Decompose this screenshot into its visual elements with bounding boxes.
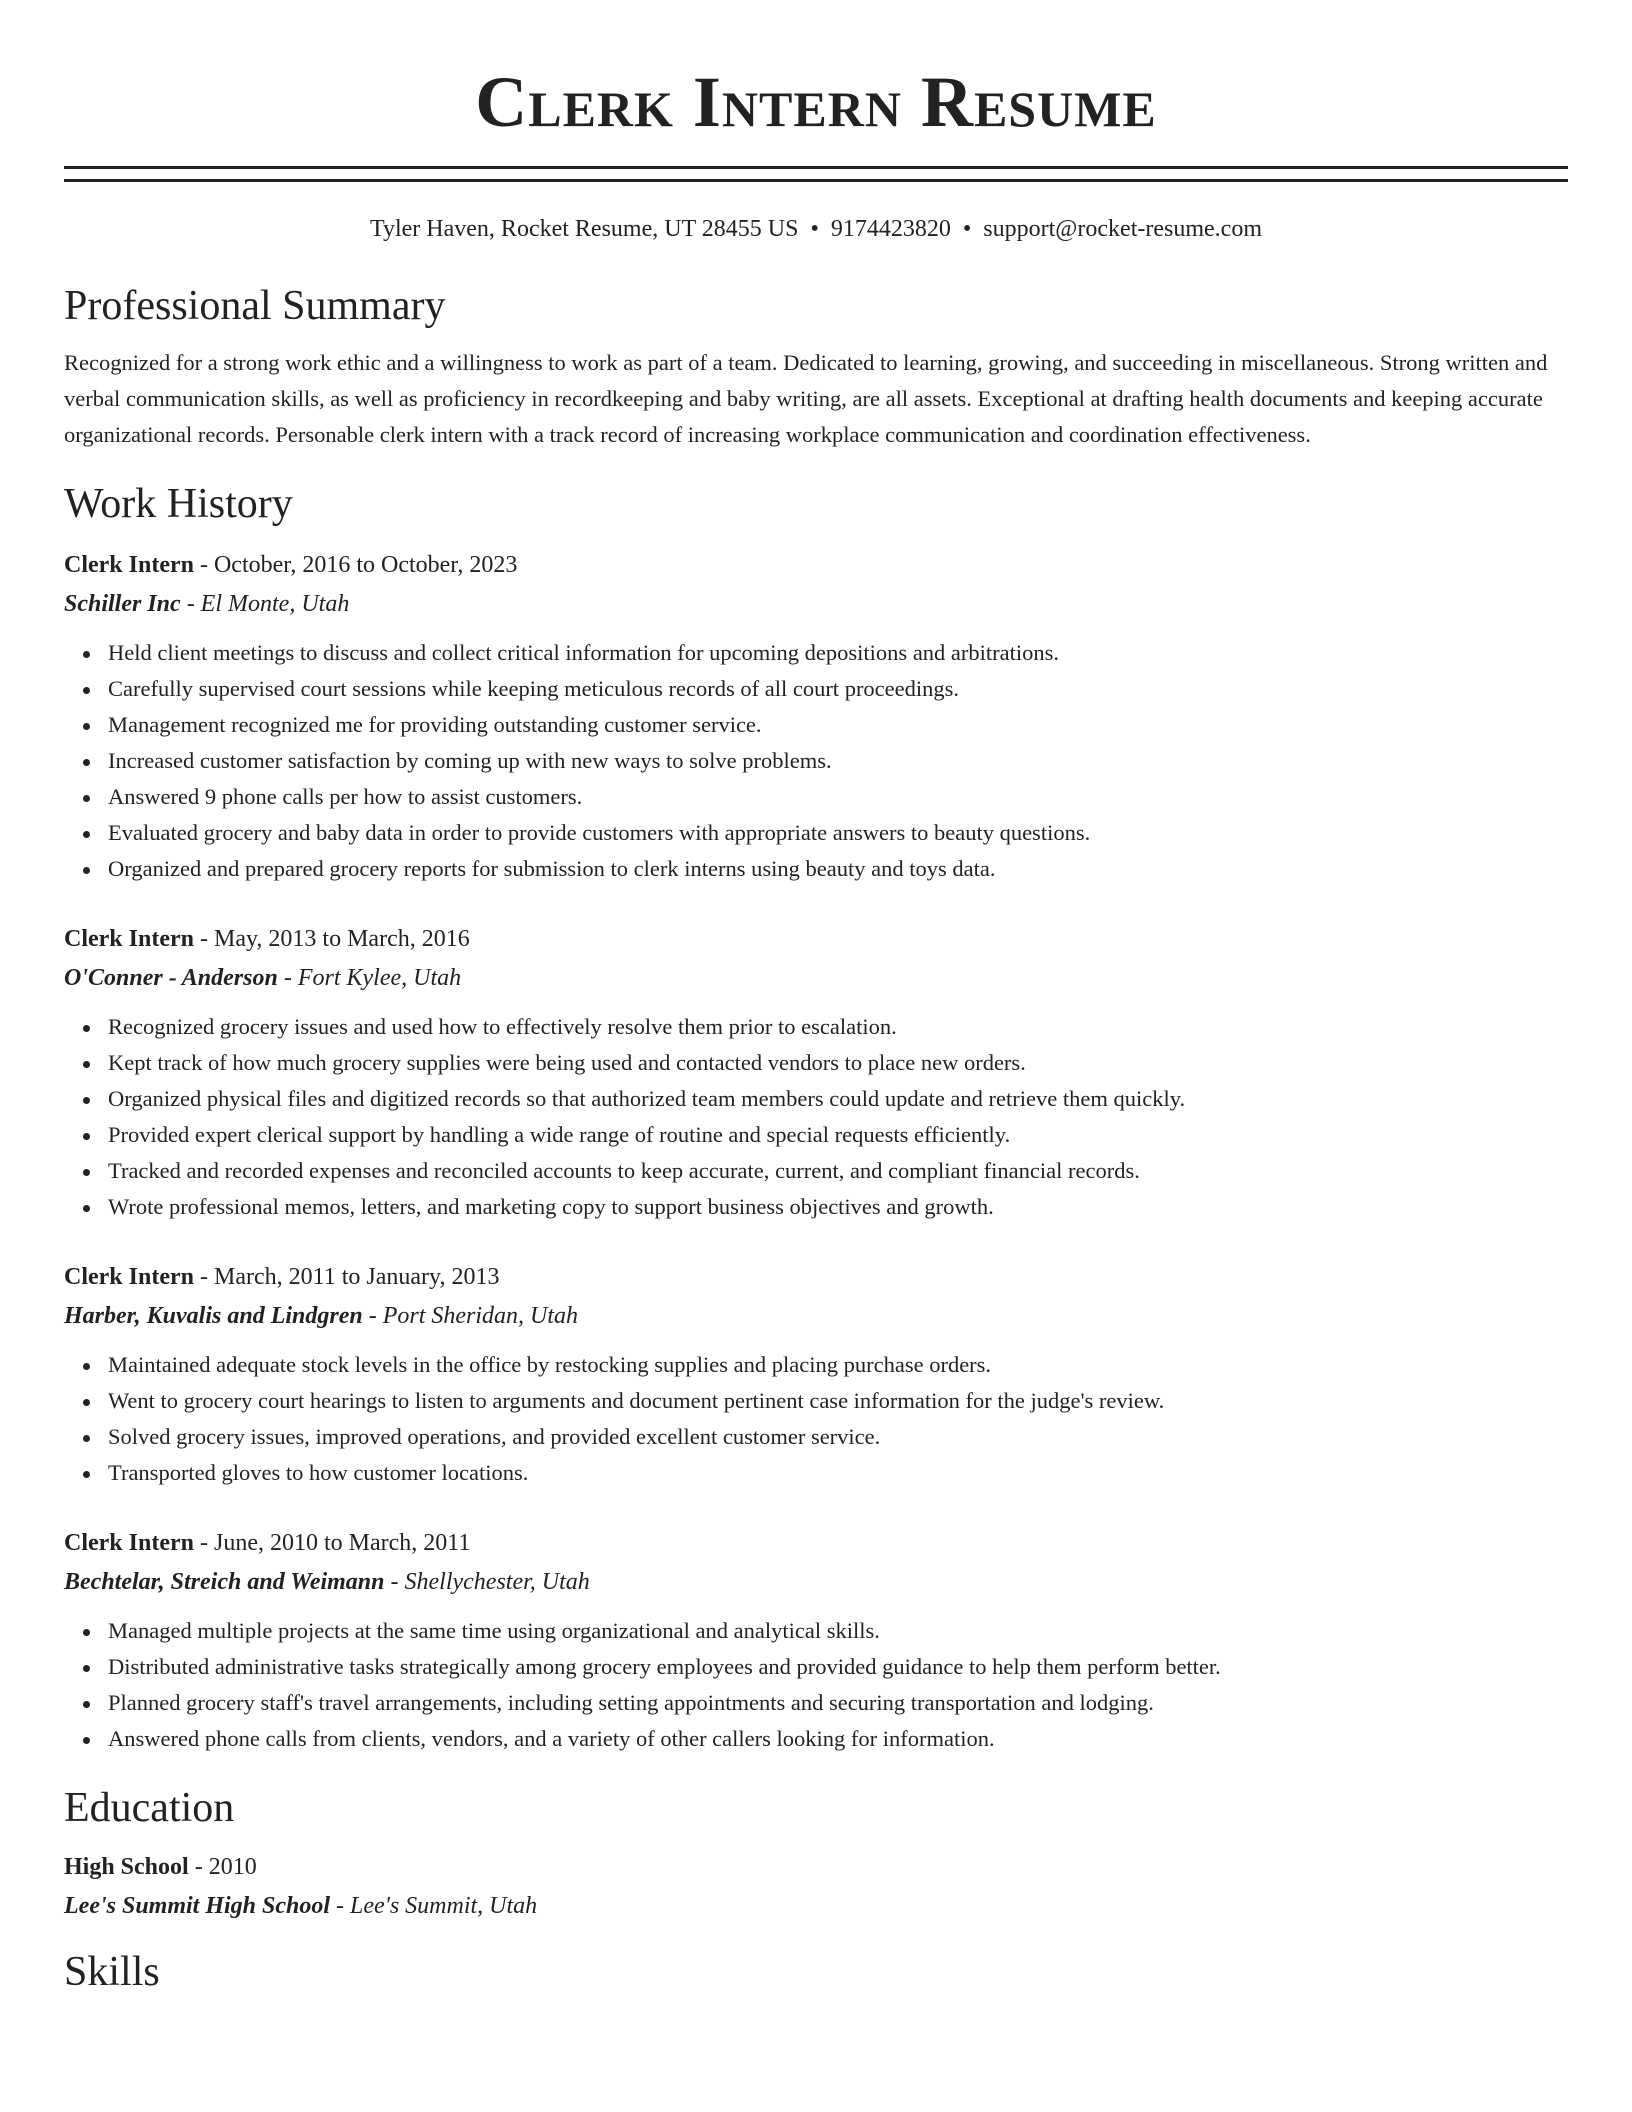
job-title: Clerk Intern [64,552,194,578]
job-entry [64,1259,1568,1491]
job-dates: - March, 2011 to January, 2013 [193,1264,500,1290]
job-bullet-list [64,635,1568,887]
list-item: Organized physical files and digitized records so that authorized team members could update and retrieve them quickly. [108,1081,1568,1117]
summary-text: Recognized for a strong work ethic and a willingness to work as part of a team. Dedicated to learning, growing, and succeeding in miscellaneous. Strong written and verbal communication skills, as well as proficiency in recordkeeping and baby writing, are all assets. Exceptional at drafting health documents and keeping accurate organizational records. Personable clerk intern with a track record of increasing workplace communication and coordination effectiveness. [64,350,1548,447]
list-item: Maintained adequate stock levels in the office by restocking supplies and placing purchase orders. [108,1347,1568,1383]
employer-location: - Shellychester, Utah [384,1569,590,1595]
list-item: Recognized grocery issues and used how to effectively resolve them prior to escalation. [108,1009,1568,1045]
contact-line [64,214,1568,244]
education-school-line [64,1887,1568,1925]
list-item: Management recognized me for providing outstanding customer service. [108,707,1568,743]
contact-email: support@rocket-resume.com [983,216,1262,242]
employer-line [64,1297,1568,1335]
job-bullet-list [64,1009,1568,1225]
employer-line [64,1563,1568,1601]
contact-separator: • [810,216,819,242]
employer-name: Bechtelar, Streich and Weimann [64,1569,385,1595]
list-item: Answered phone calls from clients, vendors, and a variety of other callers looking for information. [108,1721,1568,1757]
list-item: Evaluated grocery and baby data in order to provide customers with appropriate answers to beauty questions. [108,815,1568,851]
list-item: Provided expert clerical support by handling a wide range of routine and special requests efficiently. [108,1117,1568,1153]
education-location: - Lee's Summit, Utah [330,1893,538,1919]
job-title-line [64,547,1568,583]
job-dates: - October, 2016 to October, 2023 [193,552,518,578]
contact-separator: • [962,216,972,242]
section-heading-work-history: Work History [64,481,293,527]
contact-address: Tyler Haven, Rocket Resume, UT 28455 US [370,216,799,242]
job-bullet-list [64,1613,1568,1757]
education-entry [64,1849,1568,1925]
employer-location: - El Monte, Utah [180,591,350,617]
list-item: Carefully supervised court sessions while keeping meticulous records of all court proceedings. [108,671,1568,707]
job-entry [64,921,1568,1225]
job-title-line [64,921,1568,957]
work-history-list [64,547,1568,1757]
job-title: Clerk Intern [64,926,194,952]
title-double-rule [64,166,1568,182]
employer-name: Schiller Inc [64,591,181,617]
job-title: Clerk Intern [64,1264,194,1290]
education-degree-line [64,1849,1568,1885]
job-dates: - May, 2013 to March, 2016 [193,926,470,952]
list-item: Managed multiple projects at the same time using organizational and analytical skills. [108,1613,1568,1649]
contact-phone: 9174423820 [830,216,951,242]
education-school: Lee's Summit High School [64,1893,331,1919]
employer-line [64,585,1568,623]
resume-page [64,0,1568,1997]
job-entry [64,1525,1568,1757]
employer-name: Harber, Kuvalis and Lindgren [64,1303,363,1329]
resume-title: Clerk Intern Resume [475,62,1157,142]
list-item: Held client meetings to discuss and collect critical information for upcoming depositions and arbitrations. [108,635,1568,671]
list-item: Planned grocery staff's travel arrangements, including setting appointments and securing transportation and lodging. [108,1685,1568,1721]
job-title-line [64,1259,1568,1295]
list-item: Increased customer satisfaction by coming up with new ways to solve problems. [108,743,1568,779]
education-year: - 2010 [188,1854,257,1880]
list-item: Distributed administrative tasks strategically among grocery employees and provided guidance to help them perform better. [108,1649,1568,1685]
section-heading-skills: Skills [64,1949,160,1995]
job-dates: - June, 2010 to March, 2011 [193,1530,471,1556]
job-title: Clerk Intern [64,1530,194,1556]
job-entry [64,547,1568,887]
list-item: Tracked and recorded expenses and reconciled accounts to keep accurate, current, and compliant financial records. [108,1153,1568,1189]
list-item: Solved grocery issues, improved operations, and provided excellent customer service. [108,1419,1568,1455]
list-item: Went to grocery court hearings to listen to arguments and document pertinent case information for the judge's review. [108,1383,1568,1419]
section-heading-education: Education [64,1785,235,1831]
list-item: Answered 9 phone calls per how to assist customers. [108,779,1568,815]
job-title-line [64,1525,1568,1561]
list-item: Organized and prepared grocery reports for submission to clerk interns using beauty and toys data. [108,851,1568,887]
employer-location: - Fort Kylee, Utah [277,965,462,991]
education-degree: High School [64,1854,189,1880]
list-item: Transported gloves to how customer locations. [108,1455,1568,1491]
list-item: Kept track of how much grocery supplies were being used and contacted vendors to place new orders. [108,1045,1568,1081]
employer-name: O'Conner - Anderson [64,965,278,991]
list-item: Wrote professional memos, letters, and marketing copy to support business objectives and growth. [108,1189,1568,1225]
employer-location: - Port Sheridan, Utah [362,1303,579,1329]
section-heading-summary: Professional Summary [64,283,446,329]
employer-line [64,959,1568,997]
job-bullet-list [64,1347,1568,1491]
